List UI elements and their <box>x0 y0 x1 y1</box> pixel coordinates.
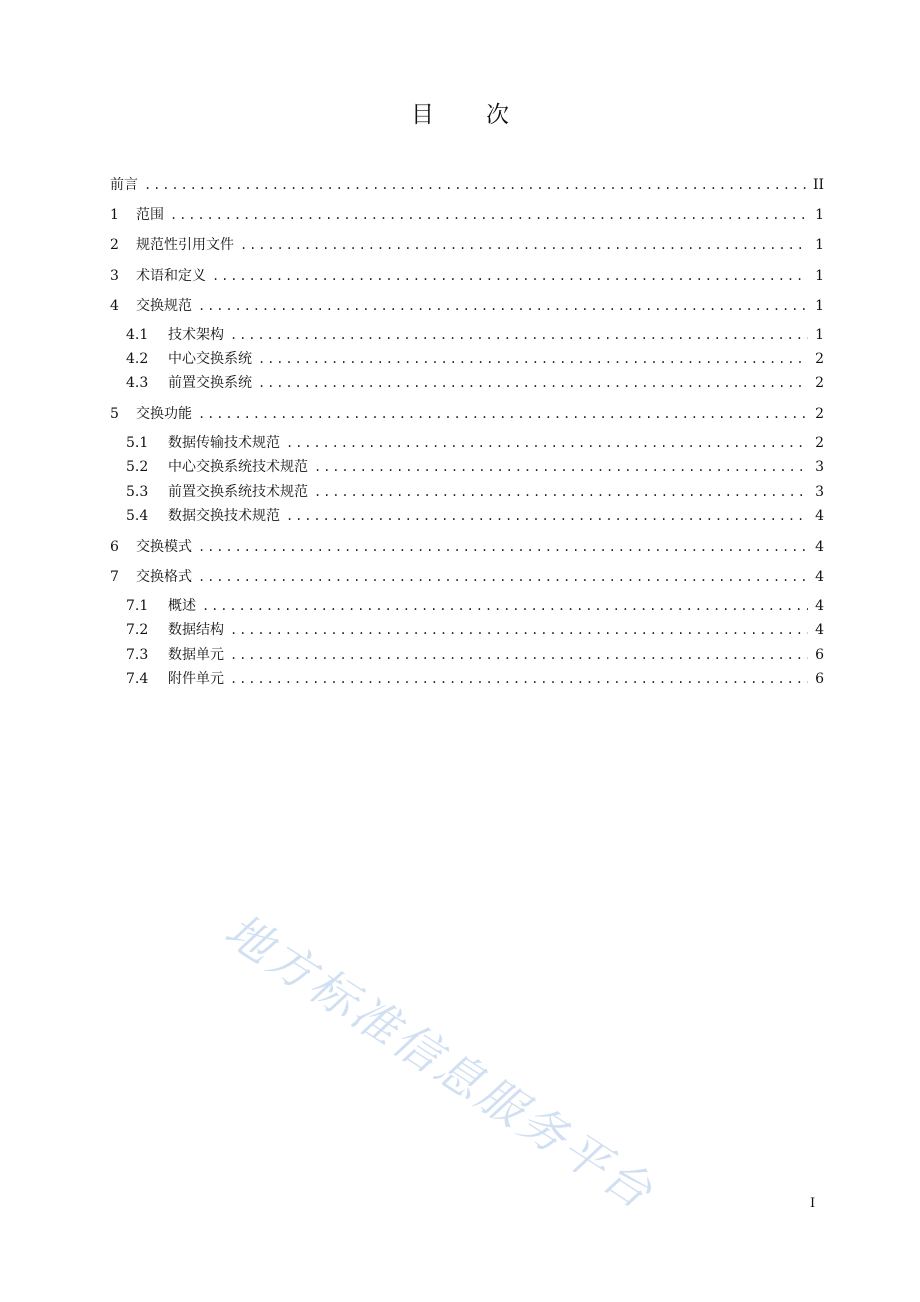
toc-entry-text: 数据结构 <box>168 622 224 638</box>
toc-entry-page: 1 <box>815 268 824 284</box>
toc-entry-text: 数据传输技术规范 <box>168 435 280 451</box>
toc-leader-dots <box>286 433 808 453</box>
toc-entry-page: 1 <box>815 327 824 343</box>
toc-entry-foreword[interactable] <box>110 175 824 195</box>
toc-entry-text: 数据单元 <box>168 647 224 663</box>
toc-entry-number: 5 <box>110 406 119 422</box>
toc-entry-text: 中心交换系统技术规范 <box>168 459 308 475</box>
toc-entry-number: 5.4 <box>126 508 149 524</box>
toc-entry-page: 4 <box>815 622 824 638</box>
toc-entry-4-1[interactable] <box>110 325 824 345</box>
toc-leader-dots <box>258 349 808 369</box>
toc-entry-text: 前置交换系统 <box>168 375 252 391</box>
toc-entry-text: 中心交换系统 <box>168 351 252 367</box>
toc-entry-text: 术语和定义 <box>136 268 206 284</box>
toc-entry-7-4[interactable] <box>110 669 824 689</box>
title-part-1: 目 <box>411 102 434 128</box>
toc-entry-number: 1 <box>110 207 119 223</box>
toc-leader-dots <box>230 645 808 665</box>
toc-entry-text: 附件单元 <box>168 671 224 687</box>
toc-entry-text: 数据交换技术规范 <box>168 508 280 524</box>
toc-entry-6[interactable] <box>110 537 824 557</box>
toc-entry-number: 4.1 <box>126 327 149 343</box>
toc-entry-page: 3 <box>815 459 824 475</box>
toc-entry-text: 前言 <box>110 177 138 193</box>
toc-leader-dots <box>144 175 807 195</box>
toc-entry-page: 3 <box>815 484 824 500</box>
toc-entry-text: 技术架构 <box>168 327 224 343</box>
toc-leader-dots <box>198 567 808 587</box>
toc-entry-page: II <box>812 177 824 193</box>
toc-entry-number: 6 <box>110 539 119 555</box>
toc-entry-page: 1 <box>815 237 824 253</box>
toc-entry-page: 6 <box>815 671 824 687</box>
toc-entry-number: 2 <box>110 237 119 253</box>
toc-entry-page: 4 <box>815 508 824 524</box>
toc-leader-dots <box>230 620 808 640</box>
toc-entry-4[interactable] <box>110 296 824 316</box>
toc-entry-number: 3 <box>110 268 119 284</box>
toc-entry-text: 交换模式 <box>136 539 192 555</box>
toc-leader-dots <box>286 506 808 526</box>
toc-entry-3[interactable] <box>110 266 824 286</box>
toc-entry-page: 2 <box>815 375 824 391</box>
toc-entry-page: 1 <box>815 207 824 223</box>
toc-entry-page: 6 <box>815 647 824 663</box>
toc-leader-dots <box>212 266 808 286</box>
toc-entry-number: 7.4 <box>126 671 149 687</box>
toc-entry-number: 7.2 <box>126 622 149 638</box>
toc-leader-dots <box>258 373 808 393</box>
toc-entry-page: 2 <box>815 406 824 422</box>
toc-entry-1[interactable] <box>110 205 824 225</box>
toc-entry-text: 规范性引用文件 <box>136 237 234 253</box>
watermark-text: 地方标准信息服务平台 <box>215 902 665 1221</box>
toc-entry-5-4[interactable] <box>110 506 824 526</box>
toc-entry-number: 4.2 <box>126 351 149 367</box>
toc-leader-dots <box>314 482 808 502</box>
toc-entry-page: 4 <box>815 539 824 555</box>
toc-entry-text: 范围 <box>136 207 164 223</box>
toc-entry-5[interactable] <box>110 404 824 424</box>
toc-entry-text: 交换功能 <box>136 406 192 422</box>
toc-entry-5-1[interactable] <box>110 433 824 453</box>
toc-entry-number: 7 <box>110 569 119 585</box>
toc-entry-text: 概述 <box>168 598 196 614</box>
toc-leader-dots <box>198 296 808 316</box>
toc-entry-number: 5.3 <box>126 484 149 500</box>
toc-entry-page: 4 <box>815 569 824 585</box>
toc-leader-dots <box>230 325 808 345</box>
toc-entry-number: 4.3 <box>126 375 149 391</box>
toc-entry-7[interactable] <box>110 567 824 587</box>
page-title <box>0 96 920 129</box>
toc-entry-5-2[interactable] <box>110 457 824 477</box>
toc-leader-dots <box>314 457 808 477</box>
toc-entry-2[interactable] <box>110 235 824 255</box>
toc-leader-dots <box>240 235 808 255</box>
toc-entry-page: 4 <box>815 598 824 614</box>
toc-leader-dots <box>198 404 808 424</box>
toc-entry-7-1[interactable] <box>110 596 824 616</box>
title-part-2: 次 <box>486 102 509 128</box>
toc-entry-page: 2 <box>815 435 824 451</box>
toc-entry-page: 2 <box>815 351 824 367</box>
toc-entry-4-3[interactable] <box>110 373 824 393</box>
toc-entry-number: 5.2 <box>126 459 149 475</box>
toc-entry-4-2[interactable] <box>110 349 824 369</box>
toc-leader-dots <box>170 205 808 225</box>
toc-leader-dots <box>198 537 808 557</box>
toc-entry-number: 7.1 <box>126 598 149 614</box>
toc-entry-text: 前置交换系统技术规范 <box>168 484 308 500</box>
toc-entry-page: 1 <box>815 298 824 314</box>
toc-entry-7-3[interactable] <box>110 645 824 665</box>
footer-page-number: I <box>810 1196 816 1211</box>
toc-entry-text: 交换格式 <box>136 569 192 585</box>
toc-entry-5-3[interactable] <box>110 482 824 502</box>
toc-entry-7-2[interactable] <box>110 620 824 640</box>
toc-leader-dots <box>202 596 808 616</box>
toc-entry-number: 7.3 <box>126 647 149 663</box>
toc-entry-text: 交换规范 <box>136 298 192 314</box>
toc-leader-dots <box>230 669 808 689</box>
toc-entry-number: 4 <box>110 298 119 314</box>
toc-entry-number: 5.1 <box>126 435 149 451</box>
